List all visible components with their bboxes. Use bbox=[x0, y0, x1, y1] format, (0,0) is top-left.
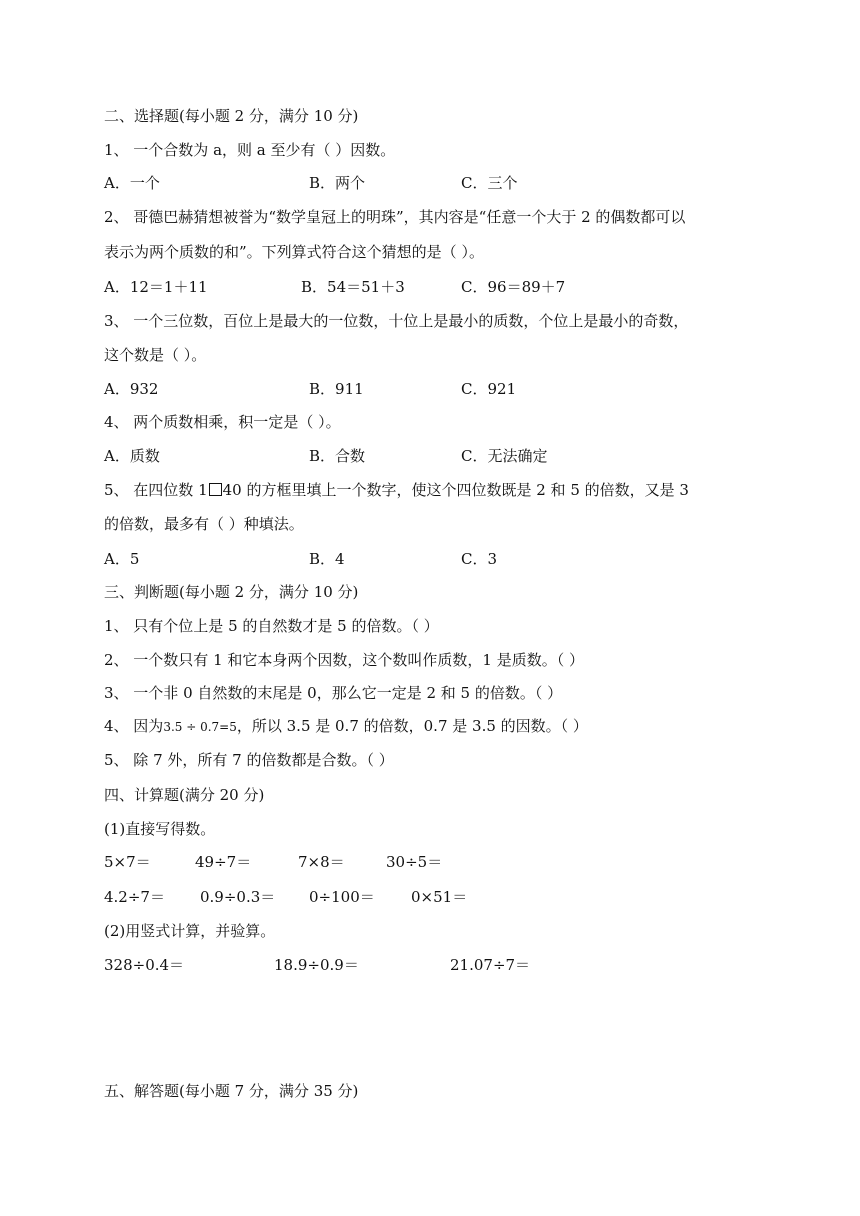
calc-item: 21.07÷7＝ bbox=[450, 956, 531, 974]
choice-q3-text-line2: 这个数是（ ）。 bbox=[104, 346, 207, 364]
choice-q2-option-a: A．12＝1＋11 bbox=[104, 278, 208, 296]
calc-part2-title: (2)用竖式计算，并验算。 bbox=[104, 922, 276, 940]
judge-q4-post: ，所以 3.5 是 0.7 的倍数，0.7 是 3.5 的因数。（ ） bbox=[236, 717, 588, 735]
choice-q4-option-a: A．质数 bbox=[104, 447, 160, 465]
judge-q4-equation: 3.5 ÷ 0.7=5 bbox=[163, 720, 237, 734]
calc-part1-title: (1)直接写得数。 bbox=[104, 820, 216, 838]
choice-q2-option-b: B．54＝51＋3 bbox=[301, 278, 405, 296]
choice-q5-option-b: B．4 bbox=[309, 550, 345, 568]
choice-q4-option-b: B．合数 bbox=[309, 447, 366, 465]
choice-q3-text-line1: 3、 一个三位数，百位上是最大的一位数，十位上是最小的质数，个位上是最小的奇数， bbox=[104, 312, 689, 330]
calc-item: 0×51＝ bbox=[411, 888, 468, 906]
choice-q5-option-a: A．5 bbox=[104, 550, 140, 568]
calc-item: 0.9÷0.3＝ bbox=[200, 888, 276, 906]
choice-q3-option-b: B．911 bbox=[309, 380, 364, 398]
choice-q4-option-c: C．无法确定 bbox=[461, 447, 548, 465]
calc-item: 49÷7＝ bbox=[195, 853, 252, 871]
judge-q4 bbox=[104, 716, 588, 736]
choice-q1-option-b: B．两个 bbox=[309, 174, 366, 192]
judge-q4-pre: 4、 因为 bbox=[104, 717, 164, 735]
choice-q1-text: 1、 一个合数为 a，则 a 至少有（ ）因数。 bbox=[104, 141, 396, 159]
calc-item: 4.2÷7＝ bbox=[104, 888, 165, 906]
choice-q5-option-c: C．3 bbox=[461, 550, 498, 568]
section-5-title: 五、解答题(每小题 7 分，满分 35 分) bbox=[104, 1082, 359, 1100]
judge-q2: 2、 一个数只有 1 和它本身两个因数，这个数叫作质数，1 是质数。（ ） bbox=[104, 651, 584, 669]
calc-item: 18.9÷0.9＝ bbox=[274, 956, 359, 974]
choice-q2-text-line2: 表示为两个质数的和”。下列算式符合这个猜想的是（ ）。 bbox=[104, 243, 484, 261]
section-3-title: 三、判断题(每小题 2 分，满分 10 分) bbox=[104, 583, 359, 601]
choice-q5-text-pre: 5、 在四位数 1 bbox=[104, 481, 208, 499]
choice-q3-option-a: A．932 bbox=[104, 380, 159, 398]
calc-item: 30÷5＝ bbox=[386, 853, 443, 871]
choice-q2-text-line1: 2、 哥德巴赫猜想被誉为“数学皇冠上的明珠”，其内容是“任意一个大于 2 的偶数都可以 bbox=[104, 208, 686, 226]
judge-q1: 1、 只有个位上是 5 的自然数才是 5 的倍数。（ ） bbox=[104, 617, 439, 635]
calc-item: 7×8＝ bbox=[298, 853, 345, 871]
judge-q3: 3、 一个非 0 自然数的末尾是 0，那么它一定是 2 和 5 的倍数。（ ） bbox=[104, 684, 563, 702]
calc-item: 0÷100＝ bbox=[309, 888, 375, 906]
choice-q1-option-a: A．一个 bbox=[104, 174, 160, 192]
section-4-title: 四、计算题(满分 20 分) bbox=[104, 786, 265, 804]
calc-item: 328÷0.4＝ bbox=[104, 956, 185, 974]
choice-q2-option-c: C．96＝89＋7 bbox=[461, 278, 566, 296]
choice-q1-option-c: C．三个 bbox=[461, 174, 518, 192]
section-2-title: 二、选择题(每小题 2 分，满分 10 分) bbox=[104, 107, 359, 125]
choice-q4-text: 4、 两个质数相乘，积一定是（ ）。 bbox=[104, 413, 341, 431]
judge-q5: 5、 除 7 外，所有 7 的倍数都是合数。（ ） bbox=[104, 751, 394, 769]
choice-q5-text-line2: 的倍数，最多有（ ）种填法。 bbox=[104, 515, 304, 533]
choice-q5-text-line1 bbox=[104, 480, 689, 500]
choice-q5-text-post: 40 的方框里填上一个数字，使这个四位数既是 2 和 5 的倍数，又是 3 bbox=[222, 481, 689, 499]
calc-item: 5×7＝ bbox=[104, 853, 151, 871]
choice-q3-option-c: C．921 bbox=[461, 380, 517, 398]
blank-box-icon bbox=[209, 483, 222, 496]
